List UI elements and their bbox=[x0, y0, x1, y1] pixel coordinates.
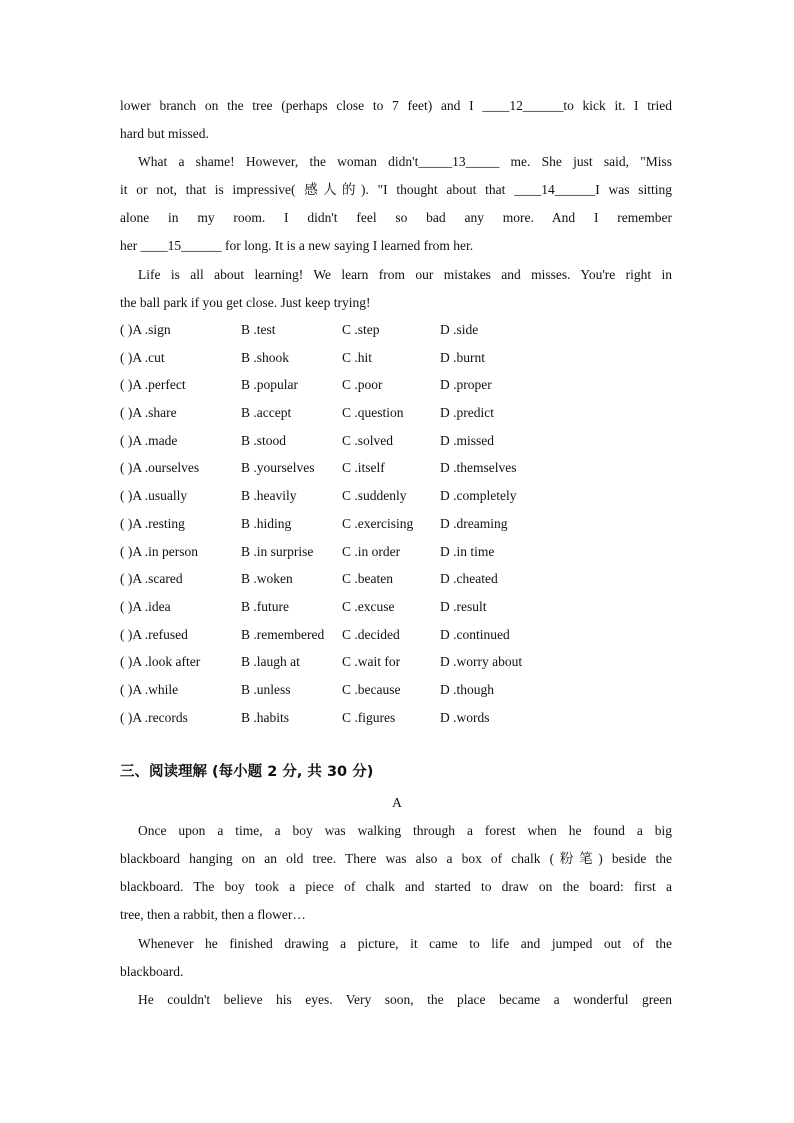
question-row bbox=[120, 593, 680, 621]
question-row bbox=[120, 538, 680, 566]
story-paragraph-1 bbox=[120, 92, 672, 148]
option-b[interactable]: B .shook bbox=[241, 349, 290, 365]
passage-line: blackboard. The boy took a piece of chalk and started to draw on the board: first a bbox=[120, 879, 672, 894]
option-b[interactable]: B .stood bbox=[241, 432, 287, 448]
option-b[interactable]: B .in surprise bbox=[241, 543, 314, 559]
question-row bbox=[120, 399, 680, 427]
option-a[interactable]: ( )A .made bbox=[120, 432, 178, 448]
story-paragraph-2 bbox=[120, 148, 672, 260]
option-d[interactable]: D .cheated bbox=[440, 571, 498, 587]
option-d[interactable]: D .burnt bbox=[440, 349, 485, 365]
option-d[interactable]: D .completely bbox=[440, 488, 517, 504]
passage-paragraph-2 bbox=[120, 930, 672, 986]
option-a[interactable]: ( )A .records bbox=[120, 709, 188, 725]
story-paragraph-3 bbox=[120, 261, 672, 317]
option-a[interactable]: ( )A .while bbox=[120, 681, 179, 697]
question-row bbox=[120, 482, 680, 510]
option-c[interactable]: C .question bbox=[342, 405, 404, 421]
story-line: Life is all about learning! We learn from our mistakes and misses. You're right in bbox=[138, 267, 672, 282]
option-b[interactable]: B .woken bbox=[241, 571, 293, 587]
option-a[interactable]: ( )A .ourselves bbox=[120, 460, 200, 476]
story-line: the ball park if you get close. Just keep trying! bbox=[120, 295, 371, 310]
option-c[interactable]: C .wait for bbox=[342, 654, 401, 670]
option-c[interactable]: C .exercising bbox=[342, 515, 414, 531]
option-d[interactable]: D .though bbox=[440, 681, 494, 697]
passage-line: He couldn't believe his eyes. Very soon, the place became a wonderful green bbox=[138, 992, 672, 1007]
question-row bbox=[120, 621, 680, 649]
passage-line: blackboard. bbox=[120, 964, 184, 979]
question-row bbox=[120, 510, 680, 538]
option-a[interactable]: ( )A .resting bbox=[120, 515, 185, 531]
passage-line: Whenever he finished drawing a picture, it came to life and jumped out of the bbox=[138, 936, 672, 951]
passage-paragraph-1 bbox=[120, 817, 672, 929]
option-b[interactable]: B .laugh at bbox=[241, 654, 300, 670]
option-d[interactable]: D .result bbox=[440, 598, 487, 614]
option-d[interactable]: D .continued bbox=[440, 626, 510, 642]
cloze-options-list bbox=[120, 316, 680, 731]
question-row bbox=[120, 704, 680, 732]
passage-paragraph-3 bbox=[120, 986, 672, 1014]
question-row bbox=[120, 427, 680, 455]
option-b[interactable]: B .unless bbox=[241, 681, 291, 697]
option-c[interactable]: C .suddenly bbox=[342, 488, 407, 504]
option-d[interactable]: D .worry about bbox=[440, 654, 523, 670]
option-d[interactable]: D .in time bbox=[440, 543, 495, 559]
question-row bbox=[120, 565, 680, 593]
option-b[interactable]: B .accept bbox=[241, 405, 292, 421]
option-c[interactable]: C .itself bbox=[342, 460, 385, 476]
option-c[interactable]: C .step bbox=[342, 322, 380, 337]
story-line: alone in my room. I didn't feel so bad any more. And I remember bbox=[120, 210, 672, 225]
option-d[interactable]: D .side bbox=[440, 322, 479, 337]
option-c[interactable]: C .in order bbox=[342, 543, 401, 559]
question-row bbox=[120, 454, 680, 482]
story-line: it or not, that is impressive( 感人的). "I thought about that ____14______I was sitting bbox=[120, 182, 672, 197]
option-b[interactable]: B .yourselves bbox=[241, 460, 315, 476]
story-line: lower branch on the tree (perhaps close to 7 feet) and I ____12______to kick it. I tried bbox=[120, 98, 672, 113]
option-a[interactable]: ( )A .in person bbox=[120, 543, 198, 559]
option-d[interactable]: D .themselves bbox=[440, 460, 517, 476]
question-row bbox=[120, 316, 680, 344]
question-row bbox=[120, 344, 680, 372]
option-d[interactable]: D .words bbox=[440, 709, 490, 725]
option-b[interactable]: B .popular bbox=[241, 377, 298, 393]
passage-letter: A bbox=[392, 795, 402, 810]
question-row bbox=[120, 371, 680, 399]
option-a[interactable]: ( )A .sign bbox=[120, 322, 171, 337]
option-b[interactable]: B .remembered bbox=[241, 626, 325, 642]
option-a[interactable]: ( )A .usually bbox=[120, 488, 188, 504]
option-a[interactable]: ( )A .share bbox=[120, 405, 177, 421]
option-d[interactable]: D .predict bbox=[440, 405, 494, 421]
option-c[interactable]: C .hit bbox=[342, 349, 373, 365]
question-row bbox=[120, 648, 680, 676]
option-c[interactable]: C .excuse bbox=[342, 598, 395, 614]
passage-line: Once upon a time, a boy was walking through a forest when he found a big bbox=[138, 823, 672, 838]
option-c[interactable]: C .decided bbox=[342, 626, 400, 642]
option-a[interactable]: ( )A .refused bbox=[120, 626, 188, 642]
section-title: 三、阅读理解 (每小题 2 分, 共 30 分) bbox=[120, 764, 374, 780]
option-c[interactable]: C .because bbox=[342, 681, 401, 697]
option-d[interactable]: D .missed bbox=[440, 432, 494, 448]
option-d[interactable]: D .proper bbox=[440, 377, 492, 393]
option-a[interactable]: ( )A .look after bbox=[120, 654, 201, 670]
option-c[interactable]: C .poor bbox=[342, 377, 383, 393]
option-a[interactable]: ( )A .perfect bbox=[120, 377, 186, 393]
passage-line: blackboard hanging on an old tree. There was also a box of chalk (粉笔) beside the bbox=[120, 851, 672, 866]
option-b[interactable]: B .habits bbox=[241, 709, 290, 725]
option-b[interactable]: B .test bbox=[241, 322, 276, 337]
option-a[interactable]: ( )A .scared bbox=[120, 571, 183, 587]
story-line: What a shame! However, the woman didn't_____13_____ me. She just said, "Miss bbox=[138, 154, 672, 169]
passage-line: tree, then a rabbit, then a flower… bbox=[120, 907, 306, 922]
option-b[interactable]: B .future bbox=[241, 598, 289, 614]
option-d[interactable]: D .dreaming bbox=[440, 515, 508, 531]
story-line: her ____15______ for long. It is a new saying I learned from her. bbox=[120, 238, 474, 253]
option-b[interactable]: B .hiding bbox=[241, 515, 292, 531]
story-line: hard but missed. bbox=[120, 126, 209, 141]
option-c[interactable]: C .beaten bbox=[342, 571, 393, 587]
option-a[interactable]: ( )A .idea bbox=[120, 598, 171, 614]
option-b[interactable]: B .heavily bbox=[241, 488, 297, 504]
option-c[interactable]: C .figures bbox=[342, 709, 396, 725]
question-row bbox=[120, 676, 680, 704]
option-c[interactable]: C .solved bbox=[342, 432, 394, 448]
option-a[interactable]: ( )A .cut bbox=[120, 349, 165, 365]
